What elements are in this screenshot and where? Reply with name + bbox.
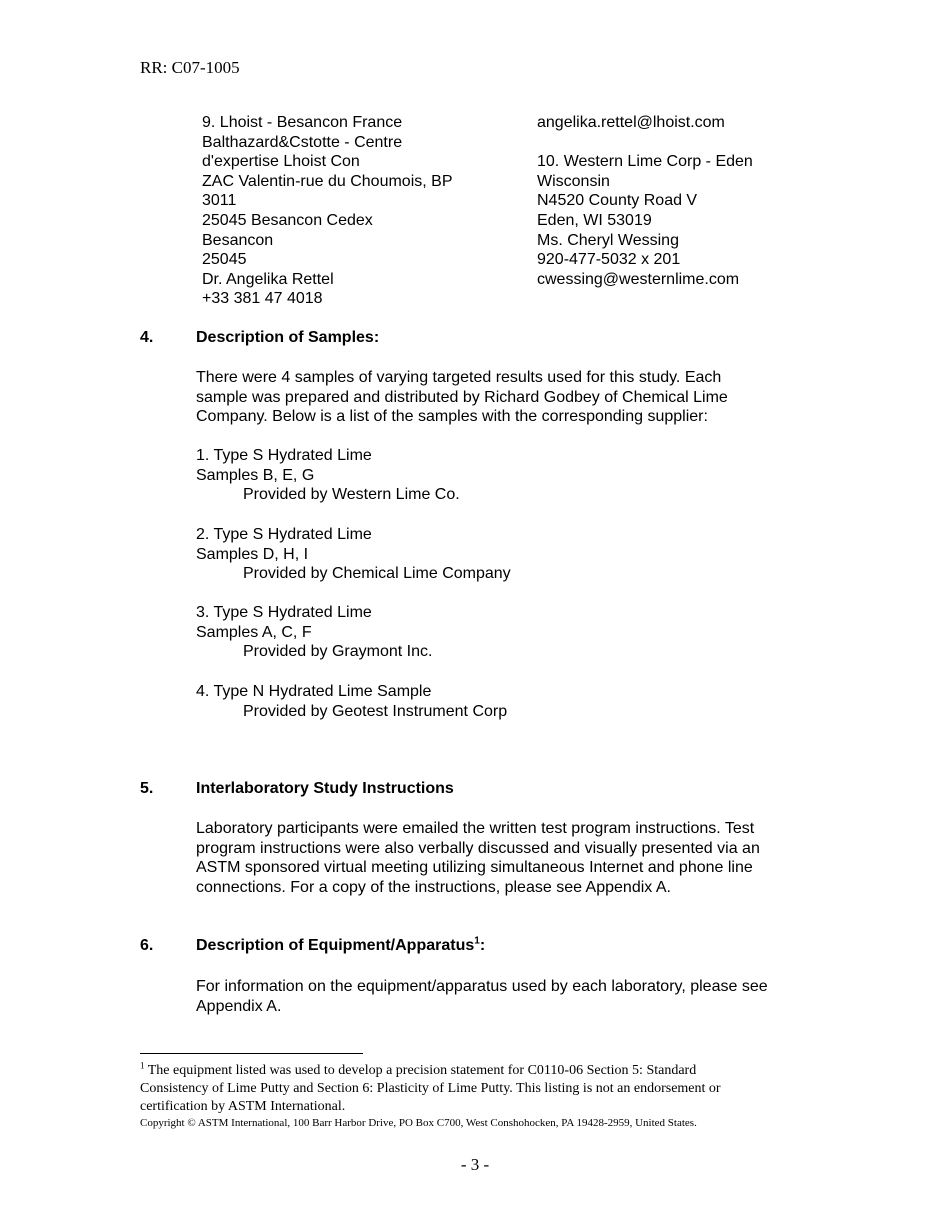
section-title: Description of Samples:	[196, 329, 380, 346]
sample-type: 3. Type S Hydrated Lime	[196, 604, 372, 621]
sample-item-4	[196, 682, 816, 721]
section-number: 5.	[140, 780, 154, 797]
footnote	[140, 1062, 820, 1116]
section-number: 4.	[140, 329, 154, 346]
section-6-body	[196, 977, 816, 1016]
section-number: 6.	[140, 937, 154, 954]
paragraph-line: ASTM sponsored virtual meeting utilizing simultaneous Internet and phone line	[196, 859, 753, 877]
sample-provider: Provided by Chemical Lime Company	[243, 565, 511, 583]
footnote-line: Consistency of Lime Putty and Section 6: Plasticity of Lime Putty. This listing is not an endorsement or	[140, 1081, 721, 1096]
sample-ids: Samples A, C, F	[196, 623, 312, 641]
section-title: Description of Equipment/Apparatus	[196, 937, 475, 954]
sample-type: 2. Type S Hydrated Lime	[196, 526, 372, 543]
paragraph-line: Company. Below is a list of the samples with the corresponding supplier:	[196, 408, 708, 426]
sample-type: 1. Type S Hydrated Lime	[196, 447, 372, 464]
address-line: ZAC Valentin-rue du Choumois, BP	[202, 172, 453, 190]
section-4-intro	[196, 368, 816, 427]
footnote-divider	[140, 1053, 363, 1054]
address-line: Dr. Angelika Rettel	[202, 270, 334, 288]
footnote-marker: 1	[140, 1060, 145, 1071]
copyright-notice: Copyright © ASTM International, 100 Barr Harbor Drive, PO Box C700, West Conshohocken, PA 19428-2959, United States.	[140, 1117, 697, 1129]
lab-9-address	[202, 113, 452, 309]
address-line: N4520 County Road V	[537, 192, 698, 210]
address-line: 920-477-5032 x 201	[537, 251, 681, 269]
address-line: cwessing@westernlime.com	[537, 270, 740, 288]
paragraph-line: program instructions were also verbally discussed and visually presented via an	[196, 839, 760, 857]
address-line: 9. Lhoist - Besancon France	[202, 114, 403, 131]
sample-ids: Samples D, H, I	[196, 545, 309, 563]
sample-ids: Samples B, E, G	[196, 466, 315, 484]
address-line: 10. Western Lime Corp - Eden	[537, 153, 753, 171]
footnote-reference[interactable]: 1	[474, 935, 480, 947]
title-suffix: :	[479, 937, 486, 954]
section-title-wrapper	[196, 937, 485, 955]
address-line: Balthazard&Cstotte - Centre	[202, 133, 403, 151]
sample-provider: Provided by Geotest Instrument Corp	[243, 702, 508, 720]
address-line: Wisconsin	[537, 172, 610, 190]
address-line: Eden, WI 53019	[537, 211, 652, 229]
paragraph-line: For information on the equipment/apparatus used by each laboratory, please see	[196, 978, 768, 995]
footnote-line: The equipment listed was used to develop a precision statement for C0110-06 Section 5: Standard	[144, 1063, 697, 1078]
address-line: +33 381 47 4018	[202, 290, 323, 308]
sample-provider: Provided by Western Lime Co.	[243, 486, 460, 504]
paragraph-line: There were 4 samples of varying targeted results used for this study. Each	[196, 369, 722, 386]
address-line: Ms. Cheryl Wessing	[537, 231, 679, 249]
sample-item-2	[196, 525, 816, 584]
paragraph-line: sample was prepared and distributed by Richard Godbey of Chemical Lime	[196, 388, 728, 406]
paragraph-line: connections. For a copy of the instructions, please see Appendix A.	[196, 878, 671, 896]
section-title: Interlaboratory Study Instructions	[196, 780, 454, 797]
sample-type: 4. Type N Hydrated Lime Sample	[196, 683, 432, 700]
sample-provider: Provided by Graymont Inc.	[243, 643, 433, 661]
address-line: d'expertise Lhoist Con	[202, 153, 360, 171]
address-line: 25045 Besancon Cedex	[202, 211, 373, 229]
section-5-body	[196, 819, 816, 897]
lab-9-email: angelika.rettel@lhoist.com	[537, 114, 725, 131]
document-id: RR: C07-1005	[140, 58, 240, 77]
lab-10-address	[537, 113, 753, 289]
address-line: 3011	[202, 192, 237, 210]
address-line: 25045	[202, 251, 247, 269]
paragraph-line: Appendix A.	[196, 997, 282, 1015]
page-number: - 3 -	[460, 1155, 490, 1174]
paragraph-line: Laboratory participants were emailed the written test program instructions. Test	[196, 820, 755, 837]
sample-item-3	[196, 603, 816, 662]
address-line: Besancon	[202, 231, 274, 249]
footnote-line: certification by ASTM International.	[140, 1099, 346, 1114]
sample-item-1	[196, 446, 816, 505]
